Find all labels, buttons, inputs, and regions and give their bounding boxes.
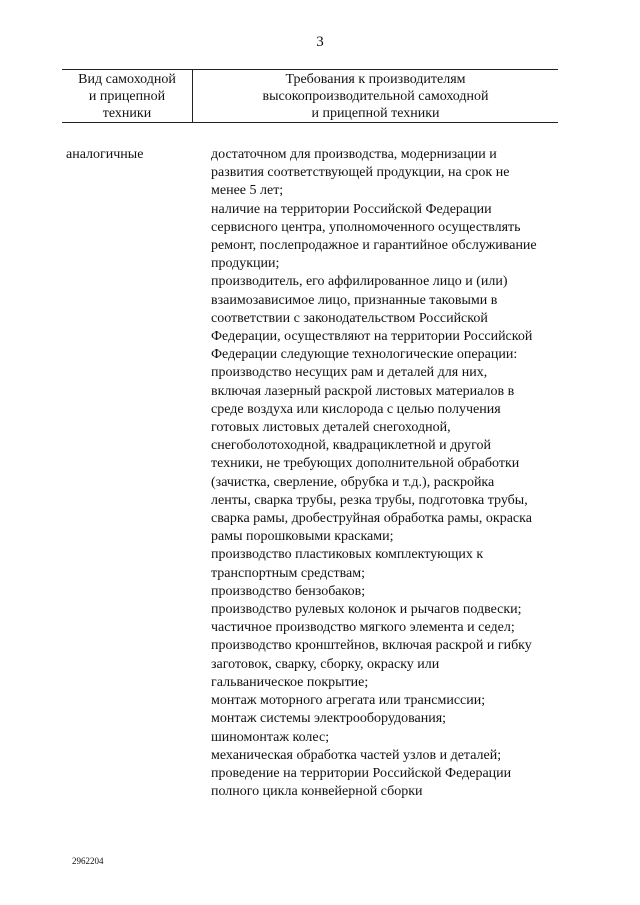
- requirement-text-line: Федерации, осуществляют на территории Российской: [211, 329, 533, 345]
- requirement-text-line: готовых листовых деталей снегоходной,: [211, 420, 451, 436]
- requirement-text-line: достаточном для производства, модернизации и: [211, 147, 497, 162]
- requirement-text-line: полного цикла конвейерной сборки: [211, 784, 423, 800]
- requirement-text-line: производство кронштейнов, включая раскрой и гибку: [211, 638, 532, 654]
- header-line: Вид самоходной: [78, 72, 176, 87]
- document-code: 2962204: [72, 856, 104, 866]
- requirement-text-line: гальваническое покрытие;: [211, 674, 369, 690]
- requirement-text-line: развития соответствующей продукции, на срок не: [211, 165, 510, 181]
- requirement-text-line: механическая обработка частей узлов и деталей;: [211, 747, 502, 763]
- requirement-text-line: производство несущих рам и деталей для них,: [211, 365, 488, 381]
- requirement-text-line: производство пластиковых комплектующих к: [211, 547, 484, 563]
- requirement-text-line: транспортным средствам;: [211, 565, 365, 581]
- header-line: Требования к производителям: [285, 72, 466, 87]
- requirement-text-line: среде воздуха или кислорода с целью получения: [211, 401, 501, 417]
- table-header: [62, 69, 558, 123]
- requirement-text-line: сервисного центра, уполномоченного осуществлять: [211, 219, 521, 235]
- requirement-text-line: монтаж системы электрооборудования;: [211, 711, 447, 727]
- requirement-text-line: шиномонтаж колес;: [211, 729, 330, 745]
- requirement-text-line: снегоболотоходной, квадрациклетной и другой: [211, 438, 491, 454]
- requirement-text-line: заготовок, сварку, сборку, окраску или: [211, 656, 440, 672]
- requirement-text-line: производство рулевых колонок и рычагов подвески;: [211, 602, 522, 618]
- header-line: и прицепной техники: [311, 106, 440, 121]
- header-line: и прицепной: [88, 89, 166, 104]
- row-requirements-text: [211, 146, 551, 801]
- requirement-text-line: частичное производство мягкого элемента и седел;: [211, 620, 515, 636]
- requirement-text-line: Федерации следующие технологические операции:: [211, 347, 518, 363]
- requirement-text-line: ленты, сварка трубы, резка трубы, подготовка трубы,: [211, 492, 528, 508]
- header-column-requirements: [193, 70, 558, 122]
- row-vehicle-type: аналогичные: [66, 147, 144, 162]
- requirement-text-line: включая лазерный раскрой листовых материалов в: [211, 383, 515, 399]
- requirement-text-line: производство бензобаков;: [211, 583, 366, 599]
- requirement-text-line: (зачистка, сверление, обрубка и т.д.), раскройка: [211, 474, 495, 490]
- requirement-text-line: ремонт, послепродажное и гарантийное обслуживание: [211, 238, 537, 254]
- requirement-text-line: монтаж моторного агрегата или трансмиссии;: [211, 693, 486, 709]
- requirement-text-line: взаимозависимое лицо, признанные таковыми в: [211, 292, 498, 308]
- requirement-text-line: соответствии с законодательством Российской: [211, 310, 488, 326]
- requirement-text-line: менее 5 лет;: [211, 183, 284, 199]
- requirement-text-line: рамы порошковыми красками;: [211, 529, 394, 545]
- requirement-text-line: техники, не требующих дополнительной обработки: [211, 456, 520, 472]
- header-line: высокопроизводительной самоходной: [262, 89, 489, 104]
- requirement-text-line: наличие на территории Российской Федерации: [211, 201, 492, 217]
- page-number: 3: [316, 34, 324, 50]
- requirement-text-line: продукции;: [211, 256, 280, 272]
- requirement-text-line: производитель, его аффилированное лицо и (или): [211, 274, 508, 290]
- requirement-text-line: проведение на территории Российской Федерации: [211, 765, 512, 781]
- header-line: техники: [102, 106, 152, 121]
- header-column-vehicle-type: [62, 70, 193, 122]
- requirement-text-line: сварка рамы, дробеструйная обработка рамы, окраска: [211, 511, 532, 527]
